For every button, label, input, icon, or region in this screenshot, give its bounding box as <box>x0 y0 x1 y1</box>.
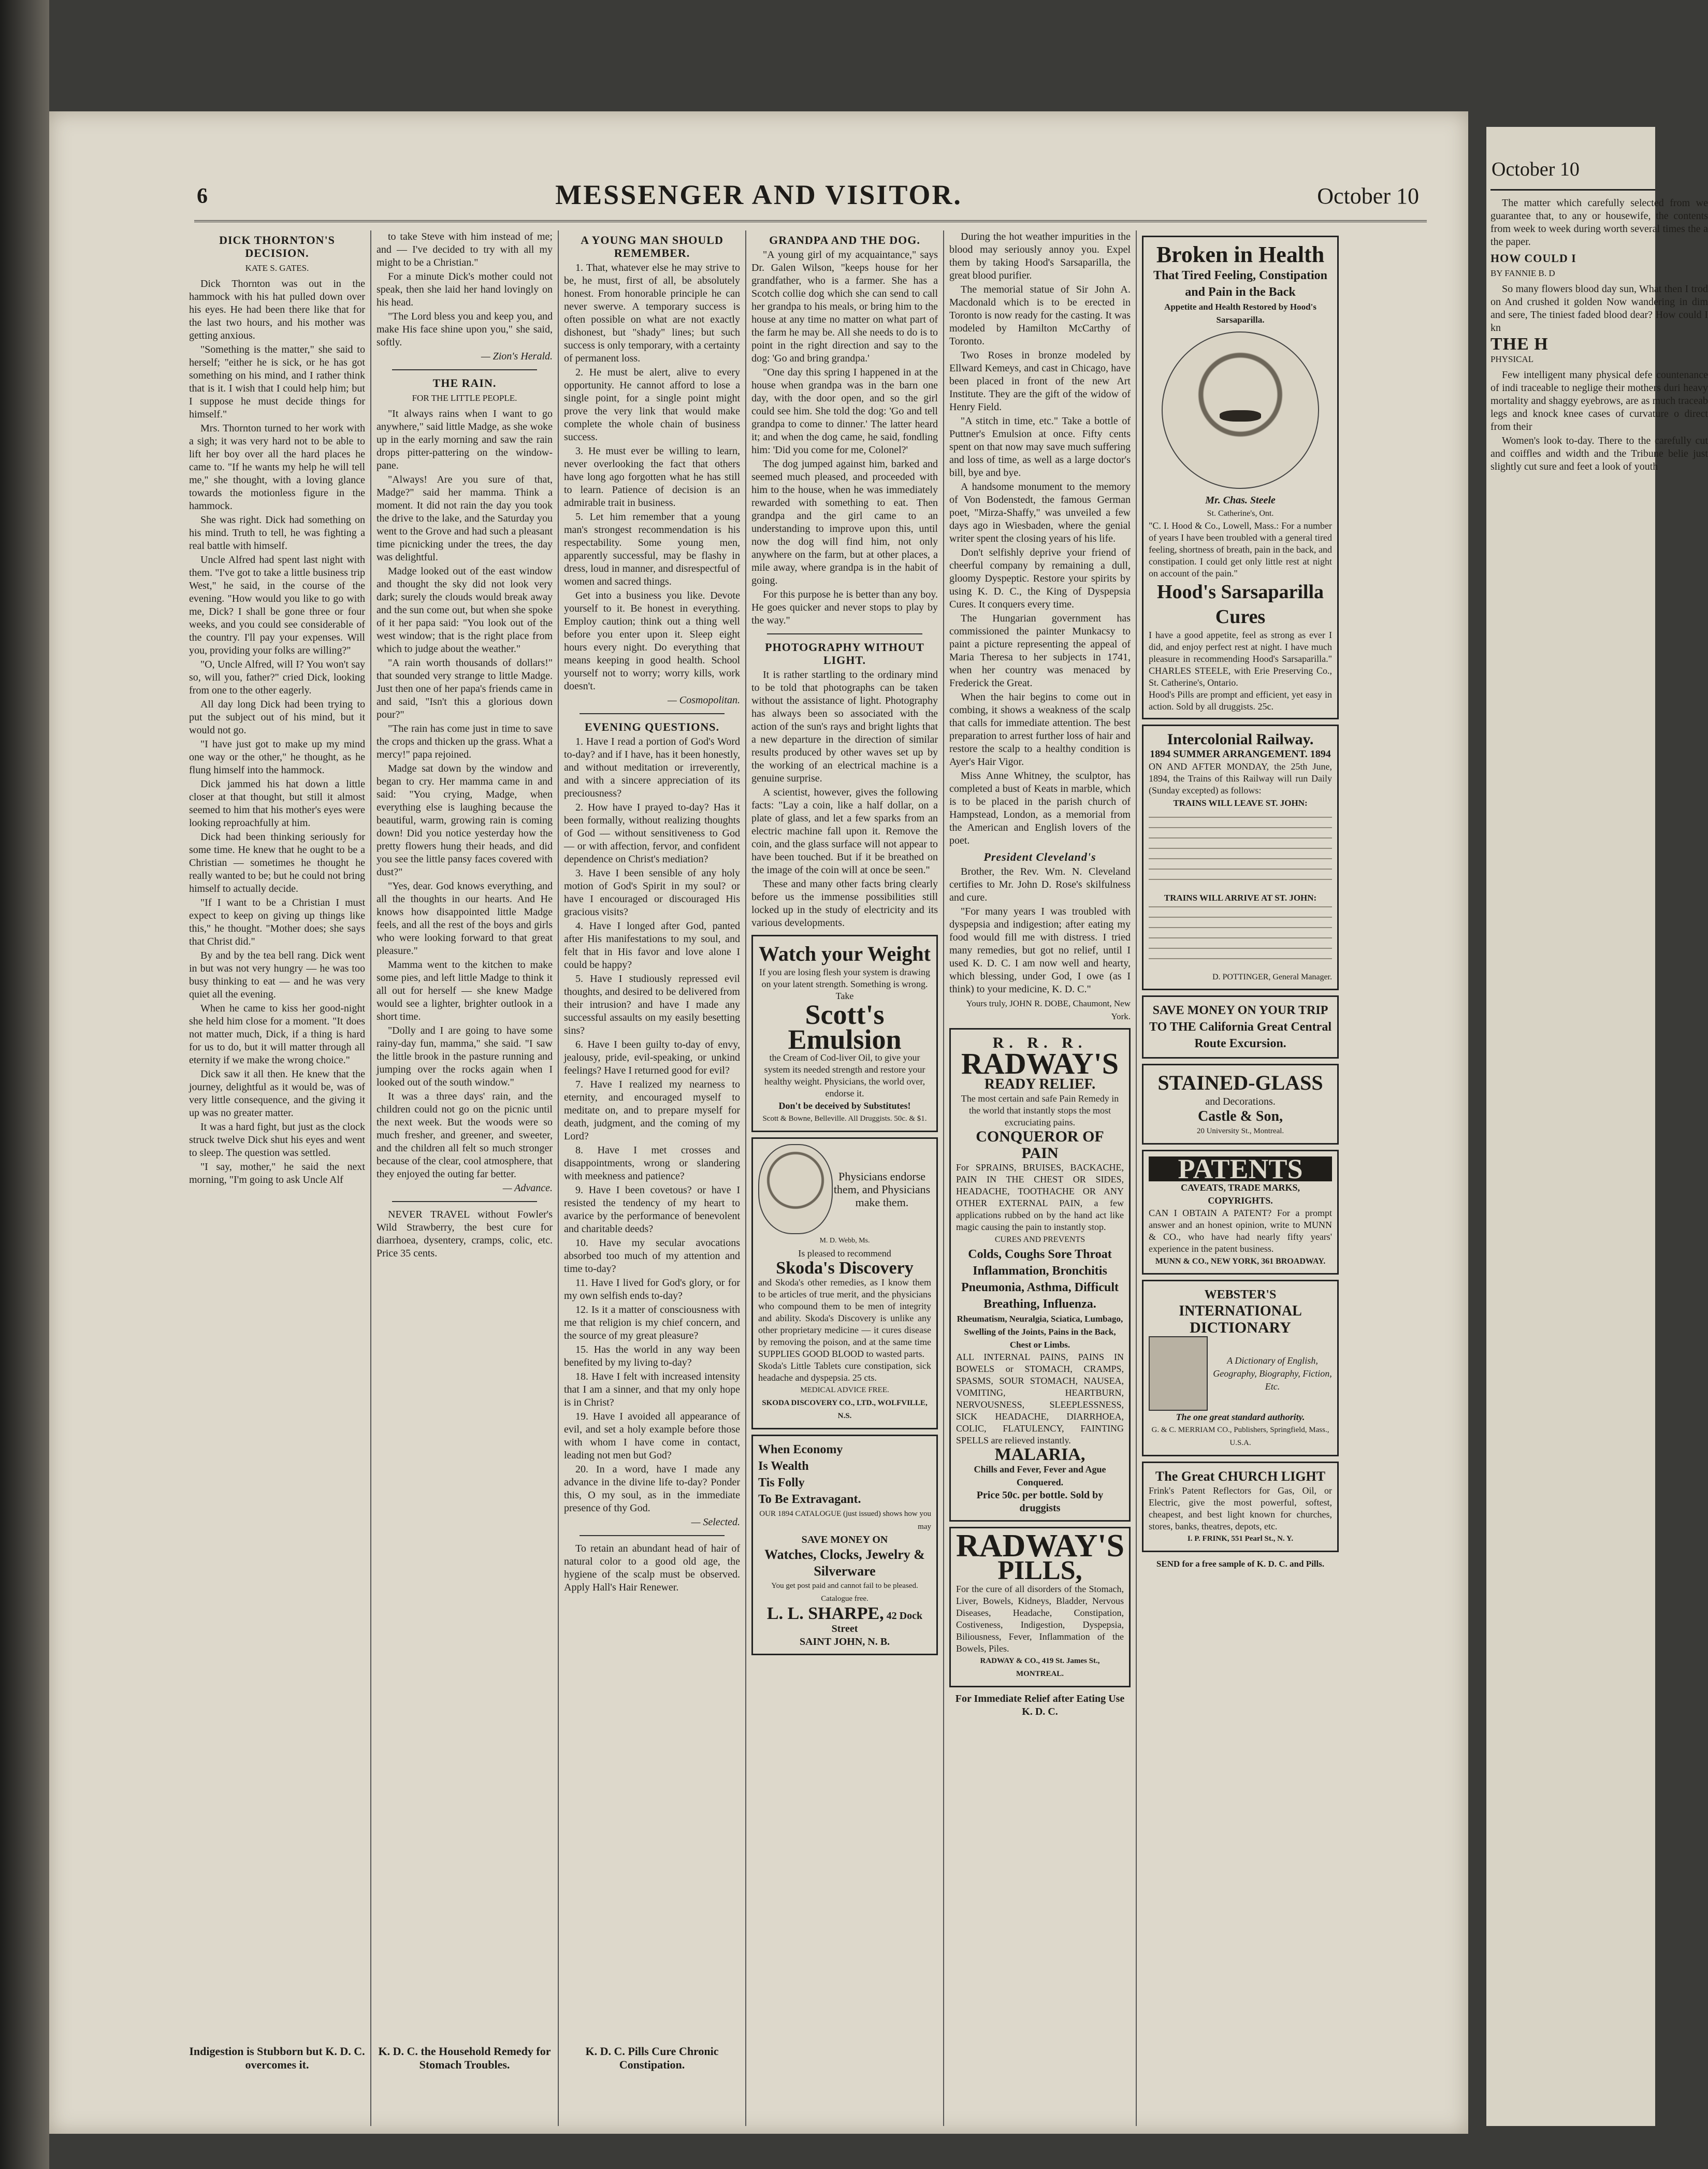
ad-warning: Don't be deceived by Substitutes! <box>778 1101 911 1111</box>
paragraph: 19. Have I avoided all appearance of evil, and set a holy example before those with whom I have come in contact, leading not men but God? <box>564 1411 740 1461</box>
facing-page-date: October 10 <box>1492 158 1580 180</box>
paragraph: 20. In a word, have I made any advance in the divine life to-day? Ponder this, O my soul, as in the immediate presence of thy God. <box>564 1464 740 1514</box>
ad-body: For SPRAINS, BRUISES, BACKACHE, PAIN IN THE CHEST OR SIDES, HEADACHE, TOOTHACHE OR ANY OTHER EXTERNAL PAIN, a few applications rubbed on by the hand act like magic causing the pain to instantly stop. <box>956 1162 1124 1232</box>
paragraph: to take Steve with him instead of me; and — I've decided to try with all my might to be a Christian." <box>377 231 553 268</box>
ad-headline: SAVE MONEY ON YOUR TRIP TO THE California Great Central Route Excursion. <box>1149 1004 1331 1050</box>
ad-sub: CAVEATS, TRADE MARKS, COPYRIGHTS. <box>1180 1182 1300 1206</box>
book-spine <box>0 0 49 2169</box>
california-excursion-ad <box>1142 995 1339 1059</box>
ad-signature: D. POTTINGER, General Manager. <box>1212 973 1332 981</box>
paragraph: "The rain has come just in time to save the crops and thicken up the grass. What a mercy!" papa rejoined. <box>377 723 553 760</box>
ad-footer: SEND for a free sample of K. D. C. and Pills. <box>1156 1559 1325 1569</box>
church-light-ad <box>1142 1462 1339 1552</box>
paragraph: 3. Have I been sensible of any holy motion of God's Spirit in my soul? or have I encouraged or discouraged His gracious visits? <box>564 867 740 918</box>
paragraph: For a minute Dick's mother could not speak, then she laid her hand lovingly on his head. <box>377 271 553 308</box>
ad-brand: INTERNATIONAL <box>1179 1303 1302 1319</box>
source-credit: — Cosmopolitan. <box>667 695 740 706</box>
column-2-footer: K. D. C. the Household Remedy for Stomach Troubles. <box>378 2045 551 2071</box>
patents-ad <box>1142 1150 1339 1275</box>
paragraph: 12. Is it a matter of consciousness with me that religion is my chief concern, and the source of my great pleasure? <box>564 1304 740 1341</box>
paragraph: 8. Have I met crosses and disappointments, wrong or slandering with meekness and patience? <box>564 1145 740 1182</box>
paragraph: 3. He must ever be willing to learn, never overlooking the fact that others have long ago forgotten what he has still to learn. Patience of decision is an admirable trait in business. <box>564 445 740 509</box>
paragraph: "A rain worth thousands of dollars!" that sounded very strange to little Madge. Just then one of her papa's friends came in and said, "Isn't this a glorious down pour?" <box>377 657 553 720</box>
paragraph: 9. Have I been covetous? or have I resisted the tendency of my heart to avarice by the performance of benevolent and charitable deeds? <box>564 1184 740 1235</box>
doctor-portrait <box>758 1144 833 1234</box>
paragraph: When he came to kiss her good-night she held him close for a moment. "It does not matter much, Dick, if a thing is hard for us to do, but it will matter through all eternity if we make the wrong choice." <box>189 1003 365 1066</box>
portrait-caption: Mr. Chas. Steele <box>1205 495 1276 506</box>
article-title: GRANDPA AND THE DOG. <box>769 234 920 247</box>
notice: To retain an abundant head of hair of natural color to a good old age, the hygiene of the scalp must be observed. Apply Hall's Hair Renewer. <box>564 1543 740 1593</box>
paragraph: Few intelligent many physical defe countenance of indi traceable to neglige their mothers duri heavy mortality and shaggy eyebrows, are as much traceab legs and knock knee cases of curvature o direct from their <box>1490 369 1708 432</box>
paragraph: "The Lord bless you and keep you, and make His face shine upon you," she said, softly. <box>377 311 553 348</box>
ad-address: MUNN & CO., NEW YORK, 361 BROADWAY. <box>1155 1257 1326 1266</box>
paragraph: For this purpose he is better than any boy. He goes quicker and never stops to play by the way." <box>751 589 938 626</box>
ad-subhead: That Tired Feeling, Constipation and Pain in the Back <box>1153 269 1328 299</box>
ad-pills: Hood's Pills are prompt and efficient, yet easy in action. Sold by all druggists. 25c. <box>1149 689 1332 712</box>
ad-body: A Dictionary of English, Geography, Biography, Fiction, Etc. <box>1213 1355 1332 1392</box>
ad-brand: RADWAY'S <box>961 1047 1119 1080</box>
ad-headline: STAINED-GLASS <box>1157 1071 1323 1094</box>
paragraph: She was right. Dick had something on his mind. Truth to tell, he was fighting a real battle with himself. <box>189 514 365 552</box>
ad-brand: RADWAY'S <box>956 1528 1125 1564</box>
column-divider <box>558 230 559 2126</box>
paragraph: Women's look to-day. There to the carefully cut and coiffles and width and the Tribune belie just slightly cut sure and feet a look of youth <box>1490 435 1708 472</box>
ad-cures: CURES AND PREVENTS <box>994 1235 1085 1244</box>
ad-body: If you are losing flesh your system is drawing on your latent strength. Something is wrong. Take <box>759 967 930 1001</box>
ad-sub: and Decorations. <box>1205 1096 1276 1107</box>
ad-body: and Skoda's other remedies, as I know them to be articles of true merit, and the physicians who compound them to be men of integrity and ability. Skoda's Discovery is unlike any other proprietary medicine — it cures disease by removing the poison, and at the same time SUPPLIES GOOD BLOOD to wasted parts. <box>758 1277 931 1359</box>
ad-footer: For Immediate Relief after Eating Use K. D. C. <box>955 1693 1125 1717</box>
ad-brand: WEBSTER'S <box>1204 1288 1277 1302</box>
sharpe-jeweller-ad <box>751 1435 938 1655</box>
column-divider <box>745 230 746 2126</box>
ad-maker: Scott & Bowne, Belleville. All Druggists. 50c. & $1. <box>762 1115 927 1123</box>
portrait-location: St. Catherine's, Ont. <box>1207 509 1274 518</box>
intercolonial-railway-ad <box>1142 725 1339 990</box>
column-divider <box>370 230 371 2126</box>
paragraph: 18. Have I felt with increased intensity that I am a sinner, and that my only hope is in Christ? <box>564 1371 740 1408</box>
ad-price: Price 50c. per bottle. Sold by druggists <box>976 1490 1104 1514</box>
newspaper-page <box>49 111 1468 2134</box>
poem: So many flowers blood day sun, What then I trod on And crushed it golden Now wandering in dim and sere, The tiniest faded blood dear? How could I kn <box>1490 283 1708 334</box>
ad-body: For the cure of all disorders of the Stomach, Liver, Bowels, Kidneys, Bladder, Nervous Diseases, Headache, Constipation, Costiveness, Indigestion, Dyspepsia, Biliousness, Fever, Inflammation of the Bowels, Piles. <box>956 1584 1124 1654</box>
notice: NEVER TRAVEL without Fowler's Wild Strawberry, the best cure for diarrhoea, dysentery, cramps, colic, etc. Price 35 cents. <box>377 1209 553 1259</box>
article-title: EVENING QUESTIONS. <box>584 720 720 733</box>
header-rule <box>194 220 1427 222</box>
ad-body: I have a good appetite, feel as strong as ever I did, and enjoy perfect rest at night. I have much pleasure in recommending Hood's Sarsaparilla." CHARLES STEELE, with Erie Preserving Co., St. Catherine's, Ontario. <box>1149 630 1332 688</box>
ad-brand: Emulsion <box>788 1024 902 1055</box>
ad-line: To Be Extravagant. <box>758 1493 861 1506</box>
paragraph: Madge sat down by the window and began to cry. Her mamma came in and said: "You crying, Madge, when everything else is laughing because the beautiful, warm, growing rain is coming down! Did you notice yesterday how the pretty flowers hung their heads, and did you see the little pansy faces covered with dust?" <box>377 763 553 878</box>
ad-city: SAINT JOHN, N. B. <box>799 1636 890 1647</box>
ad-rrr: R. R. R. <box>992 1034 1088 1051</box>
paragraph: 7. Have I realized my nearness to eternity, and encouraged myself to meditate on, and to prepare myself for death, judgment, and the coming of my Lord? <box>564 1079 740 1142</box>
article-title: HOW COULD I <box>1490 252 1576 265</box>
ad-line: Is Wealth <box>758 1459 809 1473</box>
paragraph: "Something is the matter," she said to herself; "either he is sick, or he has got something on his mind, and I rather think that is it. I wish that I could help him; but I suppose he must decide things for himself." <box>189 344 365 420</box>
paragraph: It is rather startling to the ordinary mind to be told that photographs can be taken without the assistance of light. Photography has always been so associated with the action of the sun's rays and bright lights that a new departure in the direction of similar results produced by other waves set up by the working of an electrical machine is a genuine surprise. <box>751 669 938 784</box>
ad-line: When Economy <box>758 1443 843 1456</box>
source-credit: — Selected. <box>691 1516 740 1528</box>
ad-headline: Watch your Weight <box>759 942 931 965</box>
paragraph: "I say, mother," he said the next morning, "I'm going to ask Uncle Alf <box>189 1161 365 1185</box>
ad-goods: Watches, Clocks, Jewelry & Silverware <box>764 1547 925 1579</box>
divider <box>580 713 725 714</box>
paragraph: Miss Anne Whitney, the sculptor, has completed a bust of Keats in marble, which is to be placed in the parish church of Hampstead, London, as a memorial from the American and English lovers of the poet. <box>949 770 1131 846</box>
websters-dictionary-ad <box>1142 1280 1339 1456</box>
ad-malaria-sub: Chills and Fever, Fever and Ague Conquered. <box>974 1464 1106 1487</box>
paragraph: A scientist, however, gives the following facts: "Lay a coin, like a half dollar, on a plate of glass, and let a few sparks from an electric machine fall upon it. Remove the coin, and the glass surface will not appear to have been touched. But if it be breathed on the image of the coin will at once be seen." <box>751 787 938 876</box>
article-title: PHOTOGRAPHY WITHOUT LIGHT. <box>765 641 924 667</box>
paragraph: "A stitch in time, etc." Take a bottle of Puttner's Emulsion at once. Fifty cents spent on that now may save much suffering and loss of time, as well as a large doctor's bill, bye and bye. <box>949 415 1131 479</box>
ad-tagline: The one great standard authority. <box>1176 1412 1305 1422</box>
paragraph: "O, Uncle Alfred, will I? You won't say so, will you, father?" cried Dick, looking from one to the other eagerly. <box>189 659 365 696</box>
paragraph: "One day this spring I happened in at the house when grandpa was in the barn one day, with the door open, and so the girl could see him. She told the dog: 'Go and tell grandpa to come to dinner.' The latter heard it; and when the dog came, he said, fondling him: 'Did you come for me, Colonel?' <box>751 367 938 456</box>
ad-headline: PATENTS <box>1149 1156 1332 1181</box>
ad-intro: The most certain and safe Pain Remedy in the world that instantly stops the most excruciating pains. <box>961 1093 1119 1127</box>
paragraph: 5. Have I studiously repressed evil thoughts, and desired to be delivered from their intrusion? and have I made any successful assaults on my easily besetting sins? <box>564 973 740 1036</box>
radway-pills-ad <box>949 1527 1131 1687</box>
masthead-title: MESSENGER AND VISITOR. <box>555 179 962 210</box>
paragraph: "It always rains when I want to go anywhere," said little Madge, as she woke up in the early morning and saw the rain drops pitter-pattering on the window-pane. <box>377 408 553 471</box>
divider <box>392 1201 537 1202</box>
ad-free: MEDICAL ADVICE FREE. <box>800 1386 889 1394</box>
paragraph: 1. Have I read a portion of God's Word to-day? and if I have, has it been honestly, and without meditation or irreverently, and with a sincere appreciation of its preciousness? <box>564 736 740 799</box>
ad-brand: Hood's Sarsaparilla Cures <box>1157 581 1324 628</box>
divider <box>392 369 537 370</box>
article-title: A YOUNG MAN SHOULD REMEMBER. <box>581 234 723 259</box>
ad-section: TRAINS WILL ARRIVE AT ST. JOHN: <box>1164 893 1317 903</box>
paragraph: The Hungarian government has commissioned the painter Munkacsy to paint a picture representing the appeal of Maria Theresa to her subjects in 1741, when her country was menaced by Frederick the Great. <box>949 613 1131 689</box>
paragraph: The dog jumped against him, barked and seemed much pleased, and proceeded with him to the house, when he was immediately rewarded with something to eat. Then grandpa and the girl came to an understanding to improve upon this, until now the dog will find him, not only anywhere on the farm, but at other places, a mile away, where grandpa is in the habit of going. <box>751 458 938 586</box>
column-2 <box>377 230 553 2142</box>
ad-maker: G. & C. MERRIAM CO., Publishers, Springfield, Mass., U.S.A. <box>1151 1426 1329 1447</box>
page-header <box>49 111 1468 210</box>
ad-section: TRAINS WILL LEAVE ST. JOHN: <box>1173 798 1308 808</box>
ad-maker: I. P. FRINK, 551 Pearl St., N. Y. <box>1187 1535 1294 1543</box>
facing-page <box>1486 127 1708 2126</box>
ad-body: "C. I. Hood & Co., Lowell, Mass.: For a number of years I have been troubled with a general tired feeling, shortness of breath, pain in the back, and constipation. I could get only little rest at night on account of the pain." <box>1149 520 1332 579</box>
ad-list: Colds, Coughs Sore Throat Inflammation, Bronchitis Pneumonia, Asthma, Difficult Breathing, Influenza. <box>961 1248 1119 1311</box>
ad-headline: Intercolonial Railway. <box>1167 731 1314 748</box>
paragraph: Madge looked out of the east window and thought the sky did not look very dark; surely the clouds would break away and the sun come out, but when she spoke of it her papa said: "You look out of the west window; that is the right place from which to judge about the weather." <box>377 566 553 655</box>
source-credit: — Zion's Herald. <box>481 351 553 362</box>
ad-tagline: Appetite and Health Restored by Hood's Sarsaparilla. <box>1164 302 1316 325</box>
ad-rheum: Rheumatism, Neuralgia, Sciatica, Lumbago, Swelling of the Joints, Pains in the Back, Chest or Limbs. <box>957 1314 1123 1350</box>
facing-column <box>1490 197 1708 2061</box>
paragraph: "Dolly and I are going to have some rainy-day fun, mamma," she said. "I saw the little brook in the pasture running and jumping over the rocks again when I looked out of the south window." <box>377 1025 553 1088</box>
paragraph: By and by the tea bell rang. Dick went in but was not very hungry — he was too busy thinking to eat — and he was very quiet all the evening. <box>189 950 365 1000</box>
timetable-lines <box>1149 812 1332 889</box>
ad-sub: READY RELIEF. <box>984 1076 1096 1092</box>
ad-headline: The Great CHURCH LIGHT <box>1155 1469 1326 1484</box>
paragraph: When the hair begins to come out in combing, it shows a weakness of the scalp that calls for immediate attention. The best preparation to arrest further loss of hair and restore the scalp to a healthy condition is Ayer's Hair Vigor. <box>949 691 1131 768</box>
article-byline: FOR THE LITTLE PEOPLE. <box>412 393 517 403</box>
ad-intro: Is pleased to recommend <box>798 1248 891 1259</box>
column-divider <box>943 230 944 2126</box>
ad-address: 20 University St., Montreal. <box>1196 1127 1284 1135</box>
ad-free: You get post paid and cannot fail to be pleased. Catalogue free. <box>771 1582 918 1603</box>
paragraph: It was a hard fight, but just as the clock struck twelve Dick shut his eyes and went to sleep. The question was settled. <box>189 1121 365 1159</box>
divider <box>580 1535 725 1536</box>
paragraph: 10. Have my secular avocations absorbed too much of my attention and time to-day? <box>564 1237 740 1275</box>
ad-name: Castle & Son, <box>1197 1108 1283 1124</box>
paragraph: All day long Dick had been trying to put the subject out of his mind, but it would not go. <box>189 699 365 736</box>
ad-line: Tis Folly <box>758 1476 805 1490</box>
stained-glass-ad <box>1142 1064 1339 1145</box>
article-subtitle: PHYSICAL <box>1490 354 1534 364</box>
ad-save: SAVE MONEY ON <box>801 1534 888 1545</box>
column-3 <box>564 230 740 2142</box>
paragraph: Mamma went to the kitchen to make some pies, and left little Madge to think it all out for herself — she knew Madge would see a lighter, brighter outlook in a short time. <box>377 959 553 1022</box>
ad-maker: SKODA DISCOVERY CO., LTD., WOLFVILLE, N.S. <box>762 1399 928 1420</box>
paragraph: "Yes, dear. God knows everything, and all the thoughts in our hearts. And He knows how disappointed little Madge feels, and all the rest of the boys and girls who were looking forward to that great pleasure." <box>377 880 553 957</box>
portrait-caption: M. D. Webb, Ms. <box>819 1237 870 1245</box>
paragraph: The matter which carefully selected from we guarantee that, to any or housewife, the contents from week to week during worth several times the a the paper. <box>1490 197 1708 248</box>
ad-headline: CONQUEROR OF PAIN <box>976 1128 1104 1162</box>
paragraph: "For many years I was troubled with dyspepsia and indigestion; after eating my food would fill me with distress. I tried many remedies, but got no relief, until I used K. D. C. I am now well and hearty, which blessing, under God, I owe (as I think) to your medicine, K. D. C." <box>949 906 1131 995</box>
paragraph: 11. Have I lived for God's glory, or for my own selfish ends to-day? <box>564 1277 740 1302</box>
portrait-image <box>1162 331 1319 489</box>
paragraph: Don't selfishly deprive your friend of cheerful company by remaining a dull, gloomy Dyspeptic. Restore your spirits by using K. D. C., the King of Dyspepsia Cures. It conquers every time. <box>949 547 1131 610</box>
book-icon <box>1149 1336 1208 1411</box>
page-number: 6 <box>197 184 208 208</box>
article-byline: BY FANNIE B. D <box>1490 268 1555 278</box>
paragraph: During the hot weather impurities in the blood may seriously annoy you. Expel them by taking Hood's Sarsaparilla, the great blood purifier. <box>949 231 1131 281</box>
skoda-discovery-ad <box>751 1137 938 1429</box>
paragraph: These and many other facts bring clearly before us the immense possibilities still locked up in the study of electricity and its various developments. <box>751 878 938 929</box>
article-byline: KATE S. GATES. <box>245 263 309 273</box>
ad-body: Frink's Patent Reflectors for Gas, Oil, or Electric, give the most powerful, softest, cheapest, and best light known for churches, stores, banks, theatres, depots, etc. <box>1149 1485 1332 1531</box>
paragraph: 5. Let him remember that a young man's strongest recommendation is his respectability. Some young men, apparently successful, may be flashy in dress, loud in manner, and disrespectful of women and sacred things. <box>564 511 740 587</box>
ad-body: the Cream of Cod-liver Oil, to give your system its needed strength and restore your healthy weight. Physicians, the world over, endorse it. <box>764 1052 925 1098</box>
article-title: DICK THORNTON'S DECISION. <box>219 234 335 259</box>
paragraph: Uncle Alfred had spent last night with them. "I've got to take a little business trip West," he said, in the course of the evening. "How would you like to go with me, Dick? I shall be gone three or four weeks, and you could see considerable of the country. I'll pay your expenses. Will you, providing your folks are willing?" <box>189 554 365 656</box>
ad-body: CAN I OBTAIN A PATENT? For a prompt answer and an honest opinion, write to MUNN & CO., who have had nearly fifty years' experience in the patent business. <box>1149 1208 1332 1254</box>
paragraph: A handsome monument to the memory of Von Bodenstedt, the famous German poet, "Mirza-Shaffy," was unveiled a few days ago in Wiesbaden, where the genial writer spent the closing years of his life. <box>949 481 1131 544</box>
source-credit: — Advance. <box>502 1182 553 1194</box>
column-1-footer: Indigestion is Stubborn but K. D. C. overcomes it. <box>189 2045 365 2071</box>
timetable-lines <box>1149 906 1332 968</box>
column-divider <box>1136 230 1137 2126</box>
ad-body: ON AND AFTER MONDAY, the 25th June, 1894, the Trains of this Railway will run Daily (Sunday excepted) as follows: <box>1149 761 1332 796</box>
ad-name: L. L. SHARPE, <box>766 1604 884 1623</box>
paragraph: Dick saw it all then. He knew that the journey, delightful as it would be, was of very little consequence, and the giving it up was no greater matter. <box>189 1068 365 1119</box>
ad-address: 42 Dock Street <box>831 1610 923 1635</box>
ad-malaria: MALARIA, <box>994 1445 1085 1464</box>
ad-sub: PILLS, <box>997 1556 1082 1585</box>
column-4 <box>751 230 938 2142</box>
article-title: THE RAIN. <box>432 377 497 389</box>
article-title: President Cleveland's <box>983 850 1096 863</box>
article-title: THE H <box>1490 335 1548 354</box>
column-6 <box>1142 230 1339 2142</box>
ad-maker: RADWAY & CO., 419 St. James St., MONTREAL. <box>980 1657 1100 1678</box>
ad-body: Skoda's Little Tablets cure constipation, sick headache and dyspepsia. 25 cts. <box>758 1361 931 1383</box>
paragraph: Get into a business you like. Devote yourself to it. Be honest in everything. Employ caution; think out a thing well before you enter upon it. Sleep eight hours every night. Do everything that means keeping in good health. School yourself not to worry; worry kills, work doesn't. <box>564 590 740 692</box>
paragraph: 6. Have I been guilty to-day of envy, jealousy, pride, evil-speaking, or unkind feelings? Have I returned good for evil? <box>564 1039 740 1076</box>
paragraph: 2. How have I prayed to-day? Has it been formally, without realizing thoughts of God — without sensitiveness to God — or with affection, fervor, and confident dependence on Christ's mediation? <box>564 802 740 865</box>
paragraph: The memorial statue of Sir John A. Macdonald which is to be erected in Toronto is now ready for the casting. It was modeled by Hamilton McCarthy of Toronto. <box>949 284 1131 347</box>
paragraph: "A young girl of my acquaintance," says Dr. Galen Wilson, "keeps house for her grandfather, who is a farmer. She has a Scotch collie dog which she can send to call her grandpa to his meals, or bring him to the house at any time no matter on what part of the farm he may be. All she needs to do is to point in the right direction and say to the dog: 'Go and bring grandpa.' <box>751 249 938 364</box>
ad-headline: Broken in Health <box>1156 242 1325 267</box>
paragraph: Dick had been thinking seriously for some time. He knew that he ought to be a Christian — sometimes he thought he really wanted to be; but he could not bring himself to actually decide. <box>189 831 365 894</box>
ad-catalogue: OUR 1894 CATALOGUE (just issued) shows how you may <box>759 1510 931 1531</box>
header-rule <box>1490 189 1655 191</box>
paragraph: "Always! Are you sure of that, Madge?" said her mamma. Think a moment. It did not rain the day you took the drive to the lake, and the Saturday you went to the Grove and had such a pleasant time picnicking under the trees, the day was delightful. <box>377 474 553 563</box>
hoods-sarsaparilla-ad <box>1142 236 1339 719</box>
column-3-footer: K. D. C. Pills Cure Chronic Constipation. <box>585 2045 719 2071</box>
divider <box>767 633 922 634</box>
paragraph: 2. He must be alert, alive to every opportunity. He cannot afford to lose a single point, for a single point might prove the very link that would make complete the whole chain of business success. <box>564 367 740 443</box>
paragraph: Dick jammed his hat down a little closer at that thought, but still it almost seemed to him that his mother's eyes were looking reproachfully at him. <box>189 778 365 829</box>
paragraph: Dick Thornton was out in the hammock with his hat pulled down over his eyes. He had been there like that for the last two hours, and his mother was getting anxious. <box>189 278 365 341</box>
paragraph: "If I want to be a Christian I must expect to keep on giving up things like this," he thought. "Mother does; she says that Christ did." <box>189 897 365 947</box>
column-1 <box>189 230 365 2142</box>
paragraph: Two Roses in bronze modeled by Ellward Kemeys, and cast in Chicago, have been placed in front of the new Art Institute. They are the gift of the widow of Henry Field. <box>949 350 1131 413</box>
paragraph: It was a three days' rain, and the children could not go on the picnic until the next week. But the woods were so much fresher, and greener, and sweeter, and the children all felt so much stronger because of the clear, cool atmosphere, that they enjoyed the outing far better. <box>377 1091 553 1180</box>
paragraph: Mrs. Thornton turned to her work with a sigh; it was very hard not to be able to lift her boy over all the hard places he came to. "If he wants my help he will tell me," she thought, with a loving glance towards the motionless figure in the hammock. <box>189 423 365 512</box>
paragraph: 15. Has the world in any way been benefited by my living to-day? <box>564 1344 740 1368</box>
ad-brand: Skoda's Discovery <box>776 1259 914 1278</box>
paragraph: Brother, the Rev. Wm. N. Cleveland certifies to Mr. John D. Rose's skilfulness and cure. <box>949 866 1131 903</box>
paragraph: "I have just got to make up my mind one way or the other," he thought, as he flung himself into the hammock. <box>189 739 365 776</box>
radway-ready-relief-ad <box>949 1028 1131 1522</box>
ad-endorse: Physicians endorse them, and Physicians make them. <box>833 1169 931 1209</box>
signature: Yours truly, JOHN R. DOBE, Chaumont, New York. <box>966 999 1131 1021</box>
column-5 <box>949 230 1131 2142</box>
paragraph: 4. Have I longed after God, panted after His manifestations to my soul, and felt that in His favor and love alone I could be happy? <box>564 920 740 971</box>
ad-subhead: 1894 SUMMER ARRANGEMENT. 1894 <box>1150 748 1331 760</box>
page-date: October 10 <box>1317 183 1419 209</box>
paragraph: 1. That, whatever else he may strive to be, he must, first of all, be absolutely honest. From honorable principle he can never swerve. A temporary success is often possible on what are not exactly dishonest, but "shady" lines; but such success is only temporary, with a certainty of permanent loss. <box>564 262 740 364</box>
ad-brand: Scott's <box>805 999 885 1030</box>
scotts-emulsion-ad <box>751 935 938 1132</box>
ad-brand: DICTIONARY <box>1190 1319 1291 1336</box>
ad-body: ALL INTERNAL PAINS, PAINS IN BOWELS or STOMACH, CRAMPS, SPASMS, SOUR STOMACH, NAUSEA, VOMITING, HEARTBURN, NERVOUSNESS, SLEEPLESSNESS, SICK HEADACHE, DIARRHOEA, COLIC, FLATULENCY, FAINTING SPELLS are relieved instantly. <box>956 1352 1124 1445</box>
